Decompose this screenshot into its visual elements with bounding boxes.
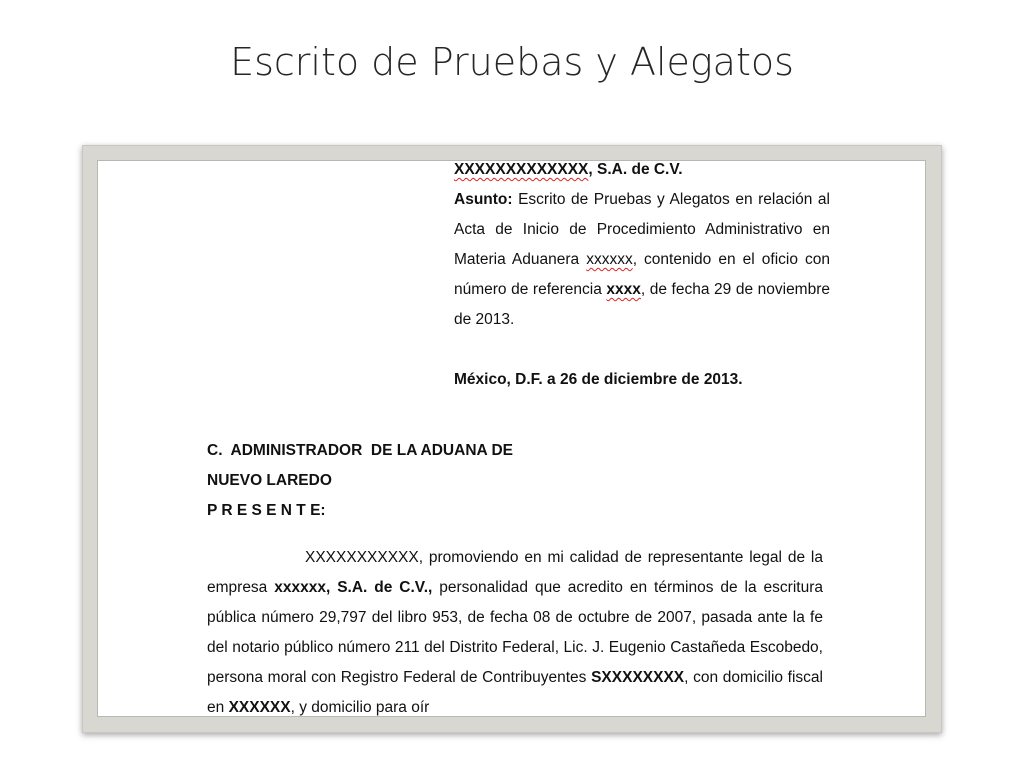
asunto-label: Asunto: <box>454 191 513 208</box>
date-line: México, D.F. a 26 de diciembre de 2013. <box>454 371 743 388</box>
addressee-line: C. ADMINISTRADOR DE LA ADUANA DE <box>207 442 513 459</box>
body-text: , con domicilio fiscal en <box>207 669 823 716</box>
asunto-text-3: , de fecha 29 de noviembre de 2013. <box>454 281 830 328</box>
body-rfc: SXXXXXXXX <box>591 669 685 686</box>
document-image-frame <box>82 145 942 733</box>
header-block <box>454 160 830 395</box>
asunto-placeholder: xxxxxx <box>586 251 633 268</box>
body-text: , y domicilio para oír <box>290 699 430 716</box>
addressee-block <box>207 436 513 526</box>
body-domicilio: XXXXXX <box>228 699 291 716</box>
body-text: personalidad que acredito en términos de la escritura pública número 29,797 del libro 953, de fecha 08 de octubre de 2007, pasada ante la fe del notario público número 211 del Distrito Federal, Lic. J. Eugenio Castañeda Escobedo, persona moral con Registro Federal de Contribuyentes <box>207 579 823 686</box>
asunto-text-1: Escrito de Pruebas y Alegatos en relación al Acta de Inicio de Procedimiento Administrativo en Materia Aduanera <box>454 191 830 268</box>
company-suffix: , S.A. de C.V. <box>588 161 683 178</box>
asunto-reference: xxxx <box>606 281 641 298</box>
body-company: xxxxxx, S.A. de C.V., <box>274 579 433 596</box>
body-paragraph <box>207 543 823 717</box>
document-page <box>97 160 926 717</box>
addressee-line: NUEVO LAREDO <box>207 472 332 489</box>
asunto-paragraph <box>454 185 830 335</box>
body-text: XXXXXXXXXXX, promoviendo en mi calidad de representante legal de la empresa <box>207 549 823 596</box>
company-name: XXXXXXXXXXXXX <box>454 161 589 178</box>
company-line <box>454 160 830 185</box>
addressee-line: P R E S E N T E: <box>207 502 326 519</box>
asunto-text-2: , contenido en el oficio con número de referencia <box>454 251 831 298</box>
slide-title: Escrito de Pruebas y Alegatos <box>230 40 794 84</box>
